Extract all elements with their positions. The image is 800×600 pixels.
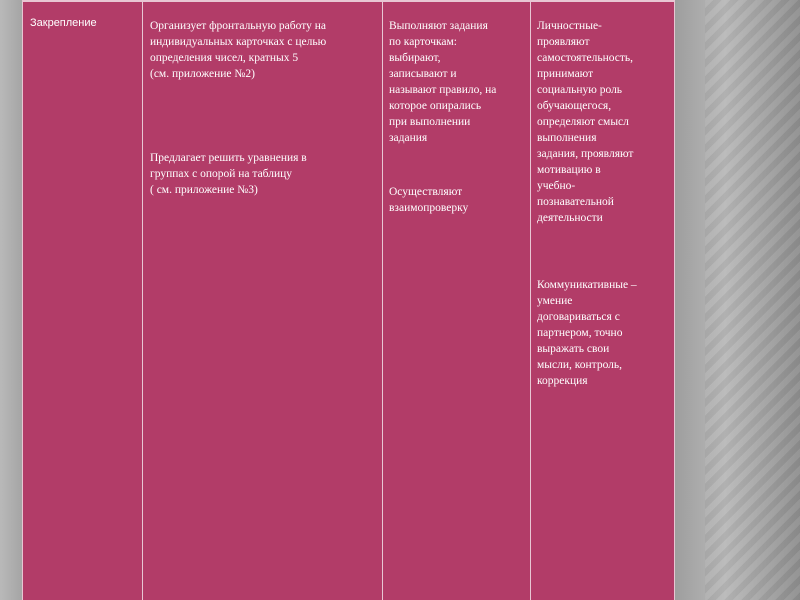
background-left (0, 0, 22, 600)
stage-cell-text: Закрепление (30, 17, 97, 29)
teacher-activity-text-2: Предлагает решить уравнения в группах с опорой на таблицу ( см. приложение №3) (150, 152, 307, 196)
student-activity-text-2: Осуществляют взаимопроверку (389, 186, 469, 214)
competencies-text-personal: Личностные- проявляют самостоятельность, принимают социальную роль обучающегося, определяют смысл выполнения задания, проявляют мотивацию в учебно- познавательной деятельности (537, 20, 634, 224)
student-activity-text-1: Выполняют задания по карточкам: выбирают, записывают и называют правило, на которое опирались при выполнении задания (389, 20, 497, 144)
table-column-teacher (142, 0, 382, 600)
competencies-text-communicative: Коммуникативные – умение договариваться с партнером, точно выражать свои мысли, контроль, коррекция (537, 279, 637, 387)
teacher-activity-text-1: Организует фронтальную работу на индивидуальных карточках с целью определения чисел, кратных 5 (см. приложение №2) (150, 20, 327, 80)
background-stripes (705, 0, 800, 600)
table-column-stage (22, 0, 142, 600)
